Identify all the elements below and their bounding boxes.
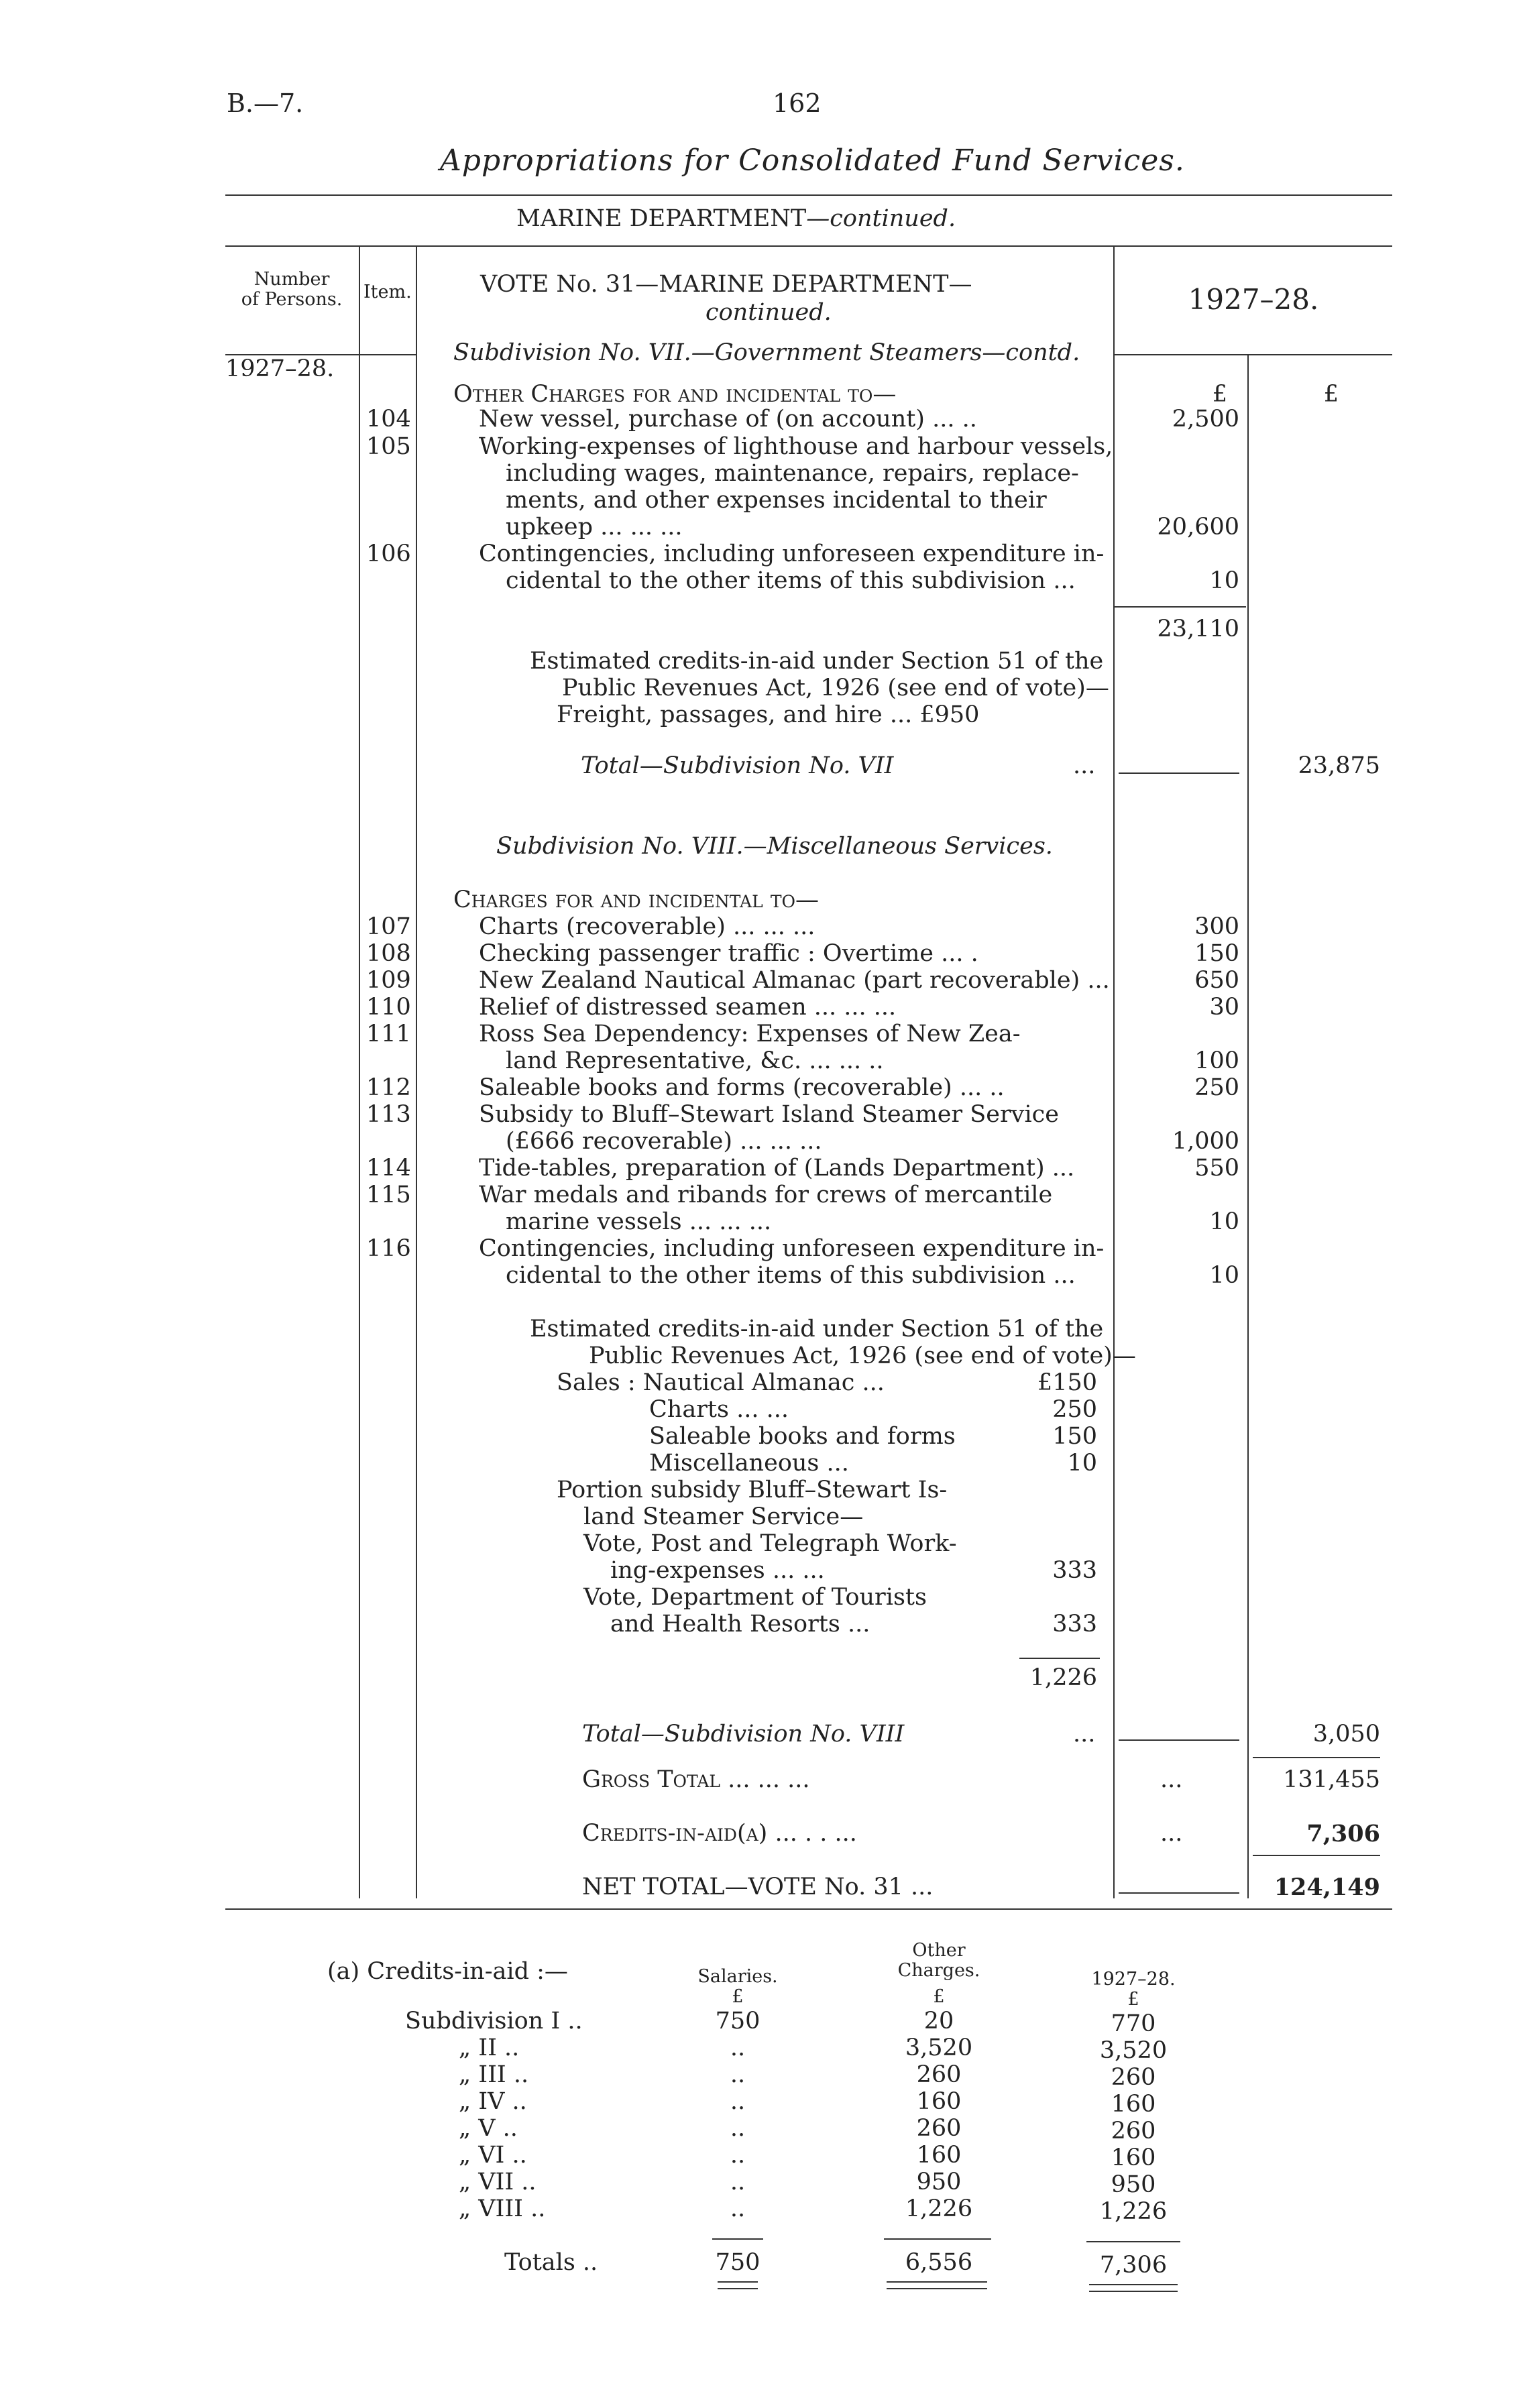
item-header: Item.	[363, 282, 412, 302]
pound-sign: £	[732, 1986, 744, 2007]
item-description: New vessel, purchase of (on account) ... ..	[479, 406, 977, 433]
subdivision-vii-total: 23,875	[1298, 752, 1380, 779]
subdivision-vii-sum: 23,110	[1157, 616, 1239, 642]
item-number: 105	[366, 433, 411, 460]
subdivision-vii-credits: Estimated credits-in-aid under Section 51 of the Public Revenues Act, 1926 (see end of vote)— Freight, passages, and hire ... £950	[530, 648, 1109, 728]
vote-heading-cont: continued.	[706, 299, 832, 326]
footnote-other-charges: 20 3,520 260 160 260 160 950 1,226	[905, 2008, 973, 2222]
footnote-total-salaries: 750	[715, 2249, 760, 2276]
department-heading: MARINE DEPARTMENT—continued.	[516, 205, 956, 232]
vote-heading: VOTE No. 31—MARINE DEPARTMENT—	[480, 271, 972, 298]
credits-in-aid-label: Credits-in-aid(a) ... . . ...	[582, 1820, 857, 1847]
document-code: B.—7.	[227, 89, 304, 118]
persons-year: 1927–28.	[225, 355, 335, 382]
item-amount: 20,600	[1157, 514, 1239, 540]
item-amount: 2,500	[1172, 406, 1239, 433]
credits-labels: Sales : Nautical Almanac ... Charts ... ... Saleable books and forms Miscellaneous ... Portion subsidy Bluff–Stewart Is- land Steamer Service— Vote, Post and Telegraph Work- ing-expenses ... ... Vote, Department of Tourists and Health Resorts ...	[557, 1369, 957, 1638]
footnote-year: 770 3,520 260 160 260 160 950 1,226	[1099, 2010, 1168, 2225]
item-number: 104	[366, 406, 411, 433]
gross-total: 131,455	[1283, 1766, 1380, 1793]
item-description: Working-expenses of lighthouse and harbour vessels, including wages, maintenance, repairs, replace- ments, and other expenses incidental to their upkeep ... ... ...	[479, 433, 1113, 540]
subdivision-viii-total-label: Total—Subdivision No. VIII	[582, 1721, 905, 1747]
footnote-total-other: 6,556	[905, 2249, 973, 2276]
dot-leader: ...	[1160, 1820, 1183, 1847]
dot-leader: ...	[1073, 752, 1096, 779]
subdivision-viii-credits-intro: Estimated credits-in-aid under Section 51 of the Public Revenues Act, 1926 (see end of vote)—	[530, 1316, 1136, 1369]
dot-leader: ...	[1160, 1766, 1183, 1793]
subdivision-vii-heading: Subdivision No. VII.—Government Steamers—contd.	[453, 339, 1080, 366]
subdivision-viii-charges-heading: Charges for and incidental to—	[453, 886, 820, 913]
footnote-col-year: 1927–28.	[1091, 1969, 1176, 1990]
year-header: 1927–28.	[1188, 283, 1319, 316]
net-total-label: NET TOTAL—VOTE No. 31 ...	[582, 1874, 934, 1900]
pound-sign: £	[1323, 381, 1339, 408]
footnote-heading: (a) Credits-in-aid :—	[327, 1958, 568, 1985]
item-number: 106	[366, 540, 411, 567]
footnote-col-other: Other Charges.	[897, 1940, 980, 1981]
subdivision-viii-total: 3,050	[1312, 1721, 1380, 1747]
footnote-col-salaries: Salaries.	[697, 1966, 778, 1987]
dot-leader: ...	[1073, 1721, 1096, 1747]
credits-sum: 1,226	[1029, 1664, 1097, 1691]
credits-amounts: £150 250 150 10 333 333	[1037, 1369, 1097, 1638]
item-descriptions: Charts (recoverable) ... ... ... Checking passenger traffic : Overtime ... . New Zealand Nautical Almanac (part recoverable) ... Relief of distressed seamen ... ... ... Ross Sea Dependency: Expenses of New Zea- land Representative, &c. ... ... .. Saleable books and forms (recoverable) ... .. Subsidy to Bluff–Stewart Island Steamer Service (£666 recoverable) ... ... ... Tide-tables, preparation of (Lands Department) ... War medals and ribands for crews of mercantile marine vessels ... ... ... Contingencies, including unforeseen expenditure in- cidental to the other items of this subdivision ...	[479, 913, 1110, 1289]
footnote-salaries: 750 .. .. .. .. .. .. ..	[715, 2008, 760, 2222]
footnote-totals-label: Totals ..	[504, 2249, 598, 2276]
page-title: Appropriations for Consolidated Fund Services.	[440, 144, 1185, 178]
item-description: Contingencies, including unforeseen expenditure in- cidental to the other items of this subdivision ...	[479, 540, 1105, 594]
subdivision-vii-charges-heading: Other Charges for and incidental to—	[453, 381, 897, 408]
footnote-row-labels: Subdivision I .. „ II .. „ III .. „ IV .. „ V .. „ VI .. „ VII .. „ VIII ..	[405, 2008, 583, 2222]
item-amount: 10	[1209, 567, 1239, 594]
page-number: 162	[773, 89, 822, 118]
footnote-total-year: 7,306	[1099, 2252, 1168, 2279]
gross-total-label: Gross Total ... ... ...	[582, 1766, 810, 1793]
credits-in-aid-total: 7,306	[1306, 1820, 1380, 1847]
item-numbers: 107 108 109 110 111 112 113 114 115 116	[366, 913, 411, 1262]
item-amounts: 300 150 650 30 100 250 1,000 550 10 10	[1172, 913, 1239, 1289]
net-total: 124,149	[1274, 1874, 1380, 1901]
pound-sign: £	[1127, 1989, 1139, 2010]
number-of-persons-header: Number of Persons.	[241, 269, 343, 310]
subdivision-vii-total-label: Total—Subdivision No. VII	[581, 752, 894, 779]
subdivision-viii-heading: Subdivision No. VIII.—Miscellaneous Services.	[496, 833, 1053, 860]
pound-sign: £	[1212, 381, 1227, 408]
pound-sign: £	[933, 1986, 945, 2007]
